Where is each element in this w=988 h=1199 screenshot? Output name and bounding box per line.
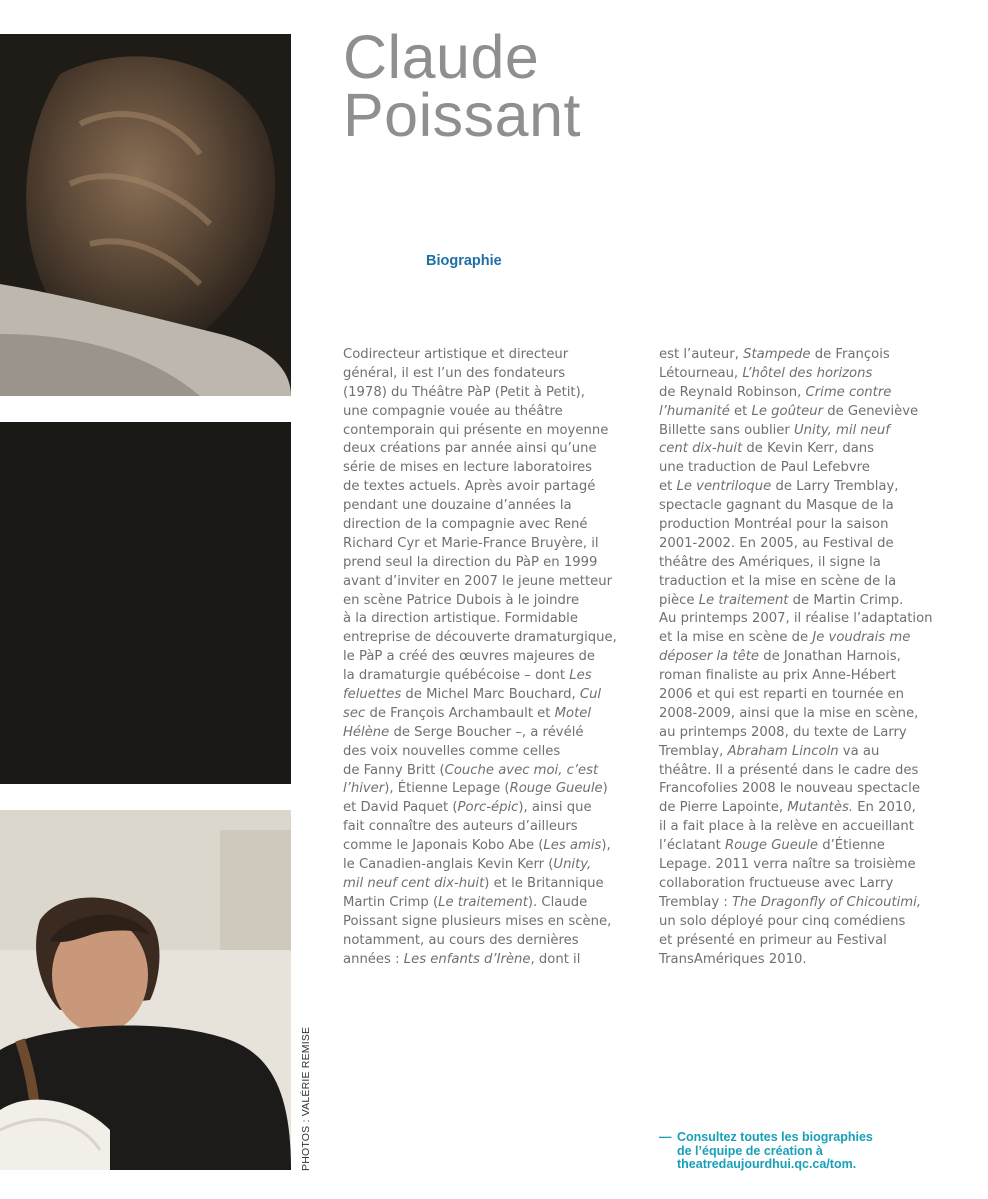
text-line <box>343 818 643 837</box>
text-line <box>659 554 959 573</box>
italic-title: Abraham Lincoln <box>727 743 839 759</box>
text-segment: en scène Patrice Dubois à le joindre <box>343 592 580 608</box>
italic-title: Les enfants d’Irène <box>403 951 531 967</box>
text-line <box>659 724 959 743</box>
section-label: Biographie <box>426 253 502 269</box>
italic-title: Stampede <box>743 347 811 362</box>
italic-title: Le traitement <box>698 592 789 608</box>
text-line <box>659 780 959 799</box>
text-line <box>659 875 959 894</box>
italic-title: Rouge Gueule <box>724 838 819 854</box>
text-segment: prend seul la direction du PàP en 1999 <box>343 554 598 570</box>
text-segment: théâtre. Il a présenté dans le cadre des <box>659 762 919 778</box>
text-segment: , dont il <box>530 951 581 967</box>
italic-title: Le ventriloque <box>676 479 772 495</box>
text-segment: il a fait place à la relève en accueillant <box>659 819 914 835</box>
text-segment: En 2010, <box>853 800 916 816</box>
text-segment: de Fanny Britt ( <box>343 762 445 778</box>
text-line <box>659 705 959 724</box>
text-line <box>343 894 643 913</box>
text-segment: entreprise de découverte dramaturgique, <box>343 630 617 646</box>
text-segment: pièce <box>659 592 699 608</box>
text-segment: comme le Japonais Kobo Abe ( <box>343 838 544 854</box>
text-line <box>343 422 643 441</box>
text-line <box>659 951 959 970</box>
text-segment: Tremblay, <box>659 743 728 759</box>
text-segment: Codirecteur artistique et directeur <box>343 347 569 362</box>
text-segment: collaboration fructueuse avec Larry <box>659 875 894 891</box>
text-line <box>343 705 643 724</box>
footer-note-line: Consultez toutes les biographies <box>677 1130 873 1144</box>
text-segment: de Martin Crimp. <box>788 592 904 608</box>
text-line <box>659 913 959 932</box>
text-segment: de Serge Boucher –, a révélé <box>389 724 584 740</box>
text-line <box>343 743 643 762</box>
text-segment: le PàP a créé des œuvres majeures de <box>343 649 595 665</box>
text-line <box>343 686 643 705</box>
text-line <box>659 535 959 554</box>
title-line-first: Claude <box>343 23 540 91</box>
text-segment: ). Claude <box>527 894 588 910</box>
text-segment: va au <box>838 743 880 759</box>
text-segment: une traduction de Paul Lefebvre <box>659 460 870 476</box>
italic-title: The Dragonfly of Chicoutimi, <box>731 894 922 910</box>
text-segment: ) et le Britannique <box>484 875 604 891</box>
text-line <box>659 667 959 686</box>
italic-title: Couche avec moi, c’est <box>444 762 599 778</box>
text-line <box>659 422 959 441</box>
text-segment: ), Étienne Lepage ( <box>384 781 510 797</box>
text-segment: la dramaturgie québécoise – dont <box>343 668 570 684</box>
text-segment: ), ainsi que <box>518 800 592 816</box>
text-segment: années : <box>343 951 404 967</box>
text-segment: pendant une douzaine d’années la <box>343 498 572 514</box>
text-segment: et la mise en scène de <box>659 630 813 646</box>
text-segment: général, il est l’un des fondateurs <box>343 365 566 381</box>
text-segment: avant d’inviter en 2007 le jeune metteur <box>343 573 613 589</box>
italic-title: Le goûteur <box>751 403 823 419</box>
text-segment: spectacle gagnant du Masque de la <box>659 498 894 514</box>
text-line <box>659 478 959 497</box>
text-line <box>659 384 959 403</box>
text-segment: Billette sans oublier <box>659 422 795 438</box>
photo-actor-reading <box>0 810 291 1170</box>
text-segment: ) <box>602 781 608 797</box>
text-segment: Richard Cyr et Marie-France Bruyère, il <box>343 535 599 551</box>
text-segment: direction de la compagnie avec René <box>343 517 588 533</box>
italic-title: Je voudrais me <box>812 630 911 646</box>
text-line <box>659 686 959 705</box>
text-segment: et <box>659 479 677 495</box>
text-line <box>343 573 643 592</box>
text-segment: deux créations par année ainsi qu’une <box>343 441 597 457</box>
text-segment: roman finaliste au prix Anne-Hébert <box>659 668 896 684</box>
text-segment: fait connaître des auteurs d’ailleurs <box>343 819 578 835</box>
text-line <box>659 516 959 535</box>
footer-note-link[interactable]: theatredaujourdhui.qc.ca/tom. <box>677 1157 857 1172</box>
text-segment: et <box>729 403 752 419</box>
text-line <box>659 440 959 459</box>
footer-note <box>659 1131 873 1172</box>
italic-title: cent dix-huit <box>659 441 743 457</box>
text-line <box>343 535 643 554</box>
text-line <box>659 629 959 648</box>
text-segment: contemporain qui présente en moyenne <box>343 422 609 438</box>
page-title <box>343 23 581 149</box>
italic-title: l’humanité <box>659 403 730 419</box>
italic-title: Cul <box>579 687 602 703</box>
italic-title: Le traitement <box>438 894 528 910</box>
text-segment: à la direction artistique. Formidable <box>343 611 578 627</box>
text-segment: de Jonathan Harnois, <box>759 649 901 665</box>
text-line <box>659 346 959 365</box>
text-segment: TransAmériques 2010. <box>659 951 807 967</box>
italic-title: Unity, <box>553 857 592 873</box>
text-segment: et présenté en primeur au Festival <box>659 932 887 948</box>
italic-title: Motel <box>554 705 592 721</box>
text-line <box>343 951 643 970</box>
text-line <box>343 799 643 818</box>
text-segment: est l’auteur, <box>659 347 744 362</box>
text-line <box>343 875 643 894</box>
photo-dark-panel <box>0 422 291 784</box>
text-line <box>343 780 643 799</box>
text-segment: Francofolies 2008 le nouveau spectacle <box>659 781 920 797</box>
text-line <box>659 648 959 667</box>
text-segment: traduction et la mise en scène de la <box>659 573 897 589</box>
italic-title: Unity, mil neuf <box>794 422 890 438</box>
text-segment: de Reynald Robinson, <box>659 384 806 400</box>
text-line <box>343 346 643 365</box>
text-line <box>343 762 643 781</box>
text-segment: d’Étienne <box>818 838 885 854</box>
text-line <box>343 648 643 667</box>
text-line <box>343 610 643 629</box>
text-segment: 2001-2002. En 2005, au Festival de <box>659 535 894 551</box>
text-line <box>343 837 643 856</box>
text-segment: théâtre des Amériques, il signe la <box>659 554 881 570</box>
text-segment: Létourneau, <box>659 365 743 381</box>
text-line <box>343 932 643 951</box>
text-segment: Au printemps 2007, il réalise l’adaptation <box>659 611 933 627</box>
text-line <box>659 894 959 913</box>
text-segment: Poissant signe plusieurs mises en scène, <box>343 913 612 929</box>
text-segment: une compagnie vouée au théâtre <box>343 403 563 419</box>
text-line <box>659 459 959 478</box>
italic-title: Crime contre <box>805 384 892 400</box>
text-line <box>659 743 959 762</box>
text-segment: et David Paquet ( <box>343 800 458 816</box>
text-line <box>659 837 959 856</box>
text-segment: Martin Crimp ( <box>343 894 439 910</box>
text-line <box>343 592 643 611</box>
italic-title: Les amis <box>543 838 602 854</box>
italic-title: sec <box>343 705 366 721</box>
text-line <box>659 856 959 875</box>
text-segment: de Larry Tremblay, <box>771 479 899 495</box>
text-line <box>343 403 643 422</box>
italic-title: Hélène <box>343 724 390 740</box>
text-line <box>343 629 643 648</box>
text-segment: 2008-2009, ainsi que la mise en scène, <box>659 705 919 721</box>
italic-title: Rouge Gueule <box>509 781 603 797</box>
title-line-last: Poissant <box>343 81 581 149</box>
text-line <box>343 913 643 932</box>
text-segment: de Geneviève <box>823 403 919 419</box>
biography-column-2 <box>659 346 959 969</box>
text-segment: 2006 et qui est reparti en tournée en <box>659 687 905 703</box>
text-segment: production Montréal pour la saison <box>659 517 889 533</box>
text-segment: ), <box>601 838 611 854</box>
text-line <box>343 724 643 743</box>
text-line <box>659 799 959 818</box>
footer-note-line: de l’équipe de création à <box>677 1143 823 1158</box>
text-line <box>343 667 643 686</box>
photo-credit: PHOTOS : VALÉRIE REMISE <box>300 1026 312 1171</box>
text-line <box>343 478 643 497</box>
italic-title: Porc-épic <box>457 800 519 816</box>
text-line <box>659 403 959 422</box>
italic-title: mil neuf cent dix-huit <box>343 875 485 891</box>
footer-note-dash: — <box>659 1130 672 1144</box>
italic-title: déposer la tête <box>659 649 760 665</box>
text-line <box>659 592 959 611</box>
text-line <box>659 573 959 592</box>
text-segment: de Kevin Kerr, dans <box>742 441 875 457</box>
italic-title: Les <box>569 668 592 684</box>
text-line <box>343 384 643 403</box>
text-segment: de François Archambault et <box>365 705 555 721</box>
photo-actor-hair <box>0 34 291 396</box>
text-segment: le Canadien-anglais Kevin Kerr ( <box>343 857 554 873</box>
biography-column-1 <box>343 346 643 969</box>
text-line <box>343 856 643 875</box>
text-segment: des voix nouvelles comme celles <box>343 743 561 759</box>
text-line <box>343 497 643 516</box>
text-segment: Tremblay : <box>659 894 732 910</box>
text-segment: au printemps 2008, du texte de Larry <box>659 724 907 740</box>
text-line <box>343 365 643 384</box>
text-segment: de Michel Marc Bouchard, <box>401 687 580 703</box>
text-segment: de Pierre Lapointe, <box>659 800 788 816</box>
italic-title: feluettes <box>343 687 402 703</box>
text-segment: de François <box>810 347 890 362</box>
text-line <box>659 818 959 837</box>
text-segment: l’éclatant <box>659 838 725 854</box>
text-line <box>659 365 959 384</box>
text-line <box>659 497 959 516</box>
italic-title: l’hiver <box>343 781 385 797</box>
text-segment: (1978) du Théâtre PàP (Petit à Petit), <box>343 384 585 400</box>
text-line <box>343 554 643 573</box>
text-line <box>659 762 959 781</box>
italic-title: L’hôtel des horizons <box>742 365 873 381</box>
text-segment: un solo déployé pour cinq comédiens <box>659 913 906 929</box>
text-segment: Lepage. 2011 verra naître sa troisième <box>659 857 916 873</box>
text-segment: série de mises en lecture laboratoires <box>343 460 592 476</box>
text-segment: notamment, au cours des dernières <box>343 932 579 948</box>
text-line <box>343 516 643 535</box>
text-line <box>343 459 643 478</box>
italic-title: Mutantès. <box>787 800 854 816</box>
text-line <box>659 932 959 951</box>
text-line <box>659 610 959 629</box>
text-line <box>343 440 643 459</box>
text-segment: de textes actuels. Après avoir partagé <box>343 479 596 495</box>
